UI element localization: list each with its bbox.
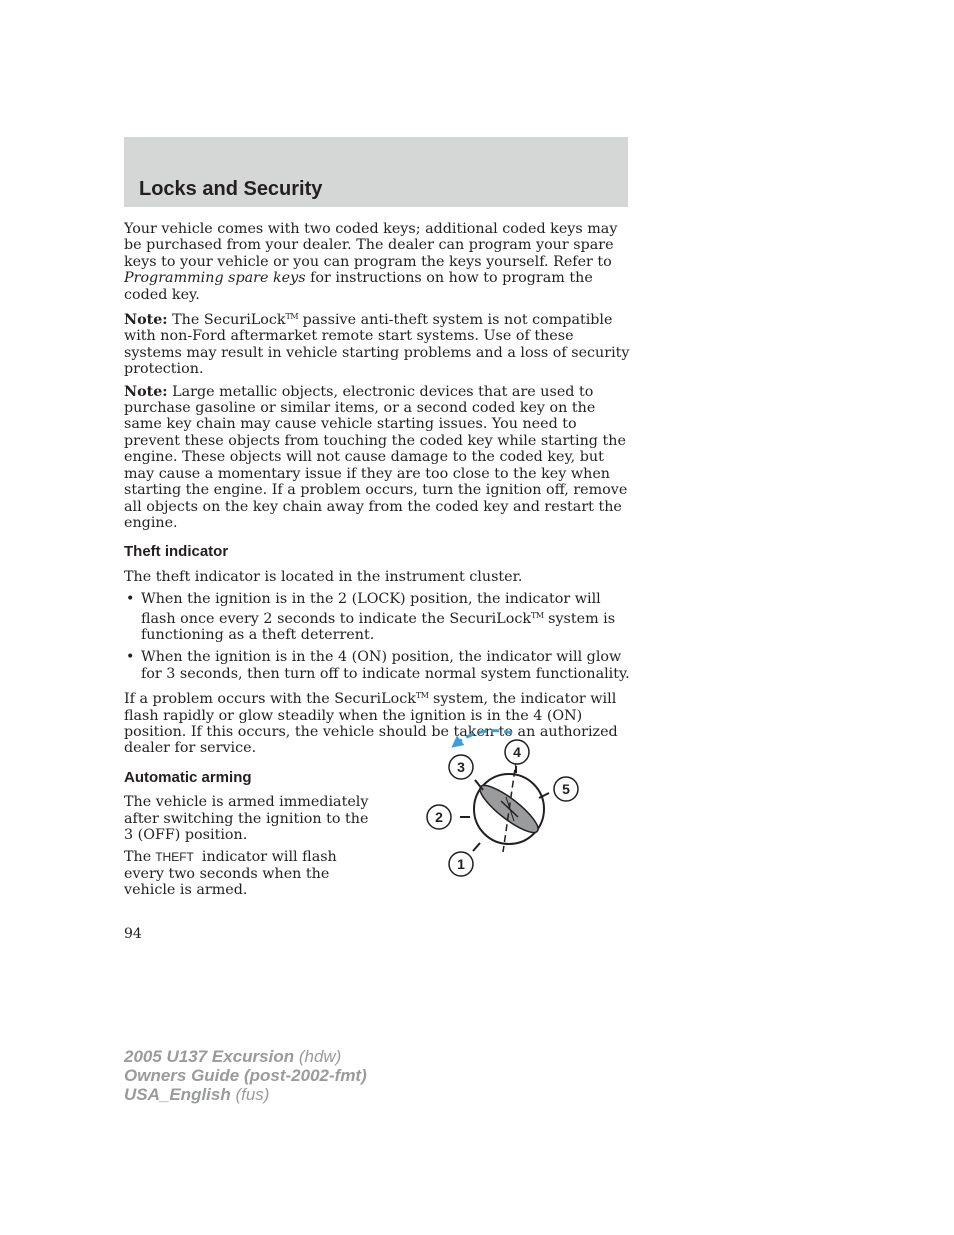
- note-label: Note:: [124, 312, 168, 329]
- arming-paragraph: The vehicle is armed immediately after switching the ignition to the 3 (OFF) position.: [124, 794, 369, 843]
- theft-indicator-flash-paragraph: The THEFT indicator will flash every two seconds when the vehicle is armed.: [124, 849, 337, 899]
- footer-line-model: 2005 U137 Excursion (hdw): [124, 1047, 342, 1066]
- trademark-mark: TM: [531, 610, 544, 620]
- position-label-3: 3: [457, 759, 465, 775]
- automatic-arming-heading: Automatic arming: [124, 768, 252, 786]
- bullet-icon: •: [126, 591, 135, 608]
- page-number: 94: [124, 926, 142, 942]
- position-label-1: 1: [457, 856, 465, 872]
- trademark-mark: TM: [415, 691, 429, 701]
- automatic-arming-text: [124, 794, 374, 898]
- position-label-2: 2: [435, 809, 443, 825]
- theft-indicator-intro: The theft indicator is located in the instrument cluster.: [124, 568, 523, 585]
- theft-indicator-closing: If a problem occurs with the SecuriLock™ system, the indicator will flash rapidly or glow steadily when the ignition is in the 4 (ON) position. If this occurs, the vehicle should be taken to an authorized dealer for service.: [124, 691, 618, 757]
- theft-indicator-list: [124, 591, 630, 682]
- theft-indicator-word: THEFT: [155, 850, 194, 865]
- bullet-icon: •: [126, 649, 135, 666]
- trademark-mark: TM: [285, 312, 299, 322]
- programming-spare-keys-reference: Programming spare keys: [124, 270, 306, 287]
- rotation-arrow-icon: [456, 731, 512, 744]
- theft-indicator-heading: Theft indicator: [124, 543, 229, 561]
- footer-line-guide: Owners Guide (post-2002-fmt): [124, 1066, 367, 1085]
- position-label-5: 5: [562, 781, 570, 797]
- intro-paragraph: Your vehicle comes with two coded keys; additional coded keys may be purchased from your dealer. The dealer can program your spare keys to your vehicle or you can program the keys yourself. Refer to Programming spare keys for instructions on how to program the coded key.: [124, 221, 618, 303]
- note-remote-start: Note: The SecuriLock™ passive anti-theft system is not compatible with non-Ford aftermarket remote start systems. Use of these systems may result in vehicle starting problems and a loss of security protection.: [124, 312, 630, 378]
- section-header-band: [124, 137, 628, 207]
- section-title: Locks and Security: [139, 178, 323, 200]
- list-item: • When the ignition is in the 2 (LOCK) position, the indicator will flash once every 2 seconds to indicate the SecuriLock™ system is functioning as a theft deterrent.: [126, 591, 616, 643]
- position-label-4: 4: [513, 744, 521, 760]
- note-metallic-objects: Note: Large metallic objects, electronic devices that are used to purchase gasoline or similar items, or a second coded key on the same key chain may cause vehicle starting issues. You need to prevent these objects from touching the coded key while starting the engine. These objects will not cause damage to the coded key, but may cause a momentary issue if they are too close to the key when starting the engine. If a problem occurs, turn the ignition off, remove all objects on the key chain away from the coded key and restart the engine.: [124, 383, 628, 531]
- footer-line-locale: USA_English (fus): [124, 1085, 270, 1104]
- list-item: • When the ignition is in the 4 (ON) position, the indicator will glow for 3 seconds, then turn off to indicate normal system functionality.: [126, 649, 630, 682]
- note-label: Note:: [124, 383, 168, 400]
- document-footer: [124, 1047, 367, 1104]
- ignition-diagram: [418, 722, 588, 882]
